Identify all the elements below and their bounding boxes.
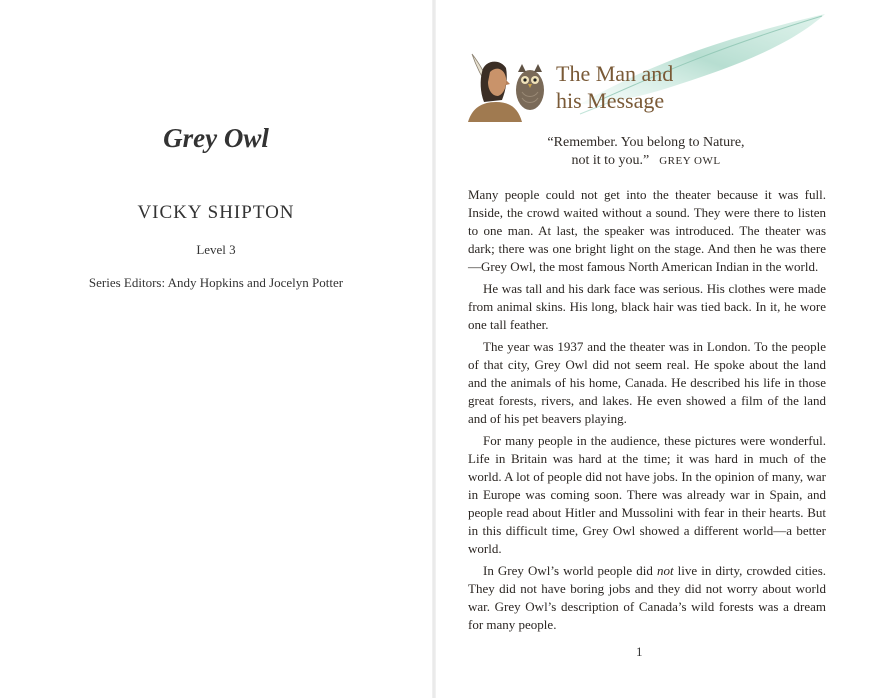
paragraph: He was tall and his dark face was serious. His clothes were made from animal skins. His long, black hair was tied back. In it, he wore one tall feather. (468, 281, 826, 332)
chapter-title-line-2: his Message (556, 88, 665, 113)
emphasis-text: not (656, 563, 674, 578)
author-name: VICKY SHIPTON (137, 202, 295, 223)
epigraph-attribution: GREY OWL (659, 155, 721, 167)
series-editors: Series Editors: Andy Hopkins and Jocelyn Potter (88, 275, 344, 290)
paragraph-text: In Grey Owl’s world people did (483, 563, 657, 578)
grey-owl-portrait-illustration (466, 50, 550, 122)
epigraph-line-2-text: not it to you.” (571, 153, 650, 168)
paragraph: The year was 1937 and the theater was in London. To the people of that city, Grey Owl did not seem real. He spoke about the land and the animals of his home, Canada. He described his life in those great forests, rivers, and lakes. He even showed a film of the land and of his pet beavers playing. (468, 339, 826, 426)
chapter-title (556, 60, 673, 114)
page-number: 1 (636, 644, 643, 659)
epigraph-line-1: “Remember. You belong to Nature, (547, 135, 745, 150)
paragraph-text: live in dirty, crowded cities. They did not have boring jobs and they did not worry about world war. Grey Owl’s description of Canada’s wild forests was a dream for many people. (468, 563, 827, 632)
chapter-body (468, 186, 826, 638)
epigraph (436, 134, 856, 170)
epigraph-line-2 (436, 152, 856, 170)
reading-level: Level 3 (196, 242, 236, 257)
book-title: Grey Owl (163, 123, 269, 153)
title-page (0, 0, 432, 698)
paragraph: Many people could not get into the theater because it was full. Inside, the crowd waited without a sound. They were there to listen to one man. At last, the speaker was introduced. The theater was dark; there was one bright light on the stage. And then he was there—Grey Owl, the most famous North American Indian in the world. (468, 187, 826, 274)
chapter-title-line-1: The Man and (556, 61, 674, 86)
paragraph: For many people in the audience, these pictures were wonderful. Life in Britain was hard at the time; it was hard in much of the world. A lot of people did not have jobs. In the opinion of many, war in Europe was coming soon. There was already war in Spain, and people read about Hitler and Mussolini with fear in their hearts. But in this difficult time, Grey Owl showed a different world—a better world. (468, 433, 826, 556)
chapter-page (436, 0, 870, 698)
paragraph (468, 562, 826, 634)
